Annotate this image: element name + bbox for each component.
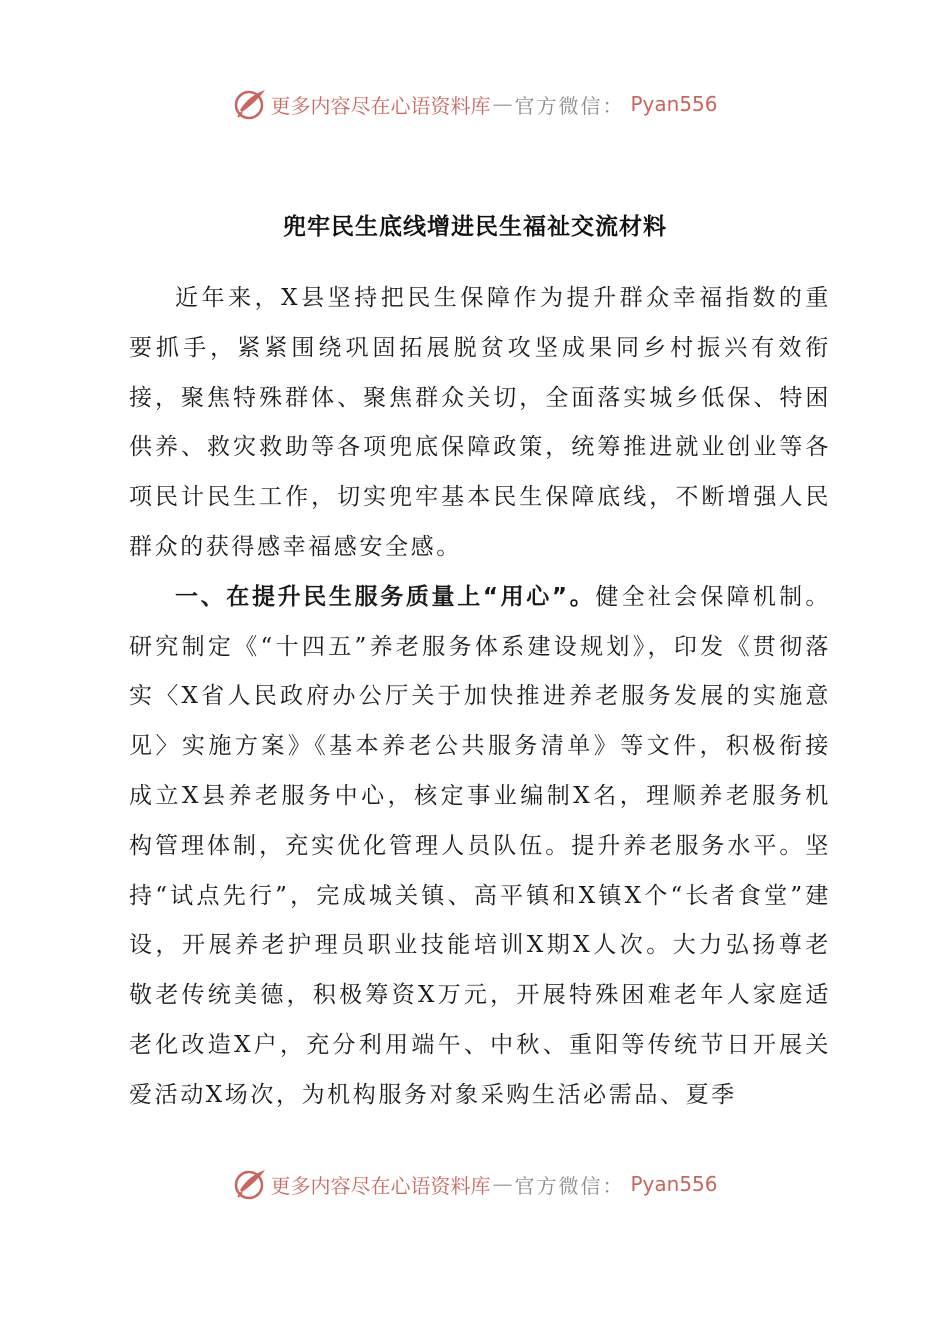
document-title: 兜牢民生底线增进民生福祉交流材料 bbox=[283, 214, 667, 240]
watermark-wechat-id: Pyan556 bbox=[630, 92, 718, 116]
watermark-dash: — bbox=[492, 1172, 513, 1196]
paragraph-intro bbox=[129, 274, 831, 573]
quill-seal-icon bbox=[232, 1166, 268, 1202]
watermark-banner-top bbox=[0, 84, 950, 124]
watermark-brand: 更多内容尽在心语资料库 bbox=[270, 1173, 491, 1198]
watermark-banner-bottom bbox=[0, 1164, 950, 1204]
watermark-brand: 更多内容尽在心语资料库 bbox=[270, 93, 491, 118]
quill-seal-icon bbox=[232, 86, 268, 122]
section-1-text: 健全社会保障机制。研究制定《“十四五”养老服务体系建设规划》，印发《贯彻落实〈X省人民政府办公厅关于加快推进养老服务发展的实施意见〉实施方案》《基本养老公共服务清单》等文件，积极衔接成立X县养老服务中心，核定事业编制X名，理顺养老服务机构管理体制，充实优化管理人员队伍。提升养老服务水平。坚持“试点先行”，完成城关镇、高平镇和X镇X个“长者食堂”建设，开展养老护理员职业技能培训X期X人次。大力弘扬尊老敬老传统美德，积极筹资X万元，开展特殊困难老年人家庭适老化改造X户，充分利用端午、中秋、重阳等传统节日开展关爱活动X场次，为机构服务对象采购生活必需品、夏季 bbox=[129, 583, 831, 1108]
section-heading: 一、在提升民生服务质量上“用心”。 bbox=[175, 583, 596, 610]
paragraph-intro-text: 近年来，X县坚持把民生保障作为提升群众幸福指数的重要抓手，紧紧围绕巩固拓展脱贫攻坚成果同乡村振兴有效衔接，聚焦特殊群体、聚焦群众关切，全面落实城乡低保、特困供养、救灾救助等各项兜底保障政策，统筹推进就业创业等各项民计民生工作，切实兜牢基本民生保障底线，不断增强人民群众的获得感幸福感安全感。 bbox=[129, 285, 831, 560]
watermark-label: 官方微信： bbox=[514, 1173, 625, 1198]
watermark-wechat-id: Pyan556 bbox=[630, 1172, 718, 1196]
watermark-label: 官方微信： bbox=[514, 93, 625, 118]
document-body bbox=[129, 274, 831, 1121]
paragraph-section-1 bbox=[129, 573, 831, 1121]
watermark-dash: — bbox=[492, 92, 513, 116]
